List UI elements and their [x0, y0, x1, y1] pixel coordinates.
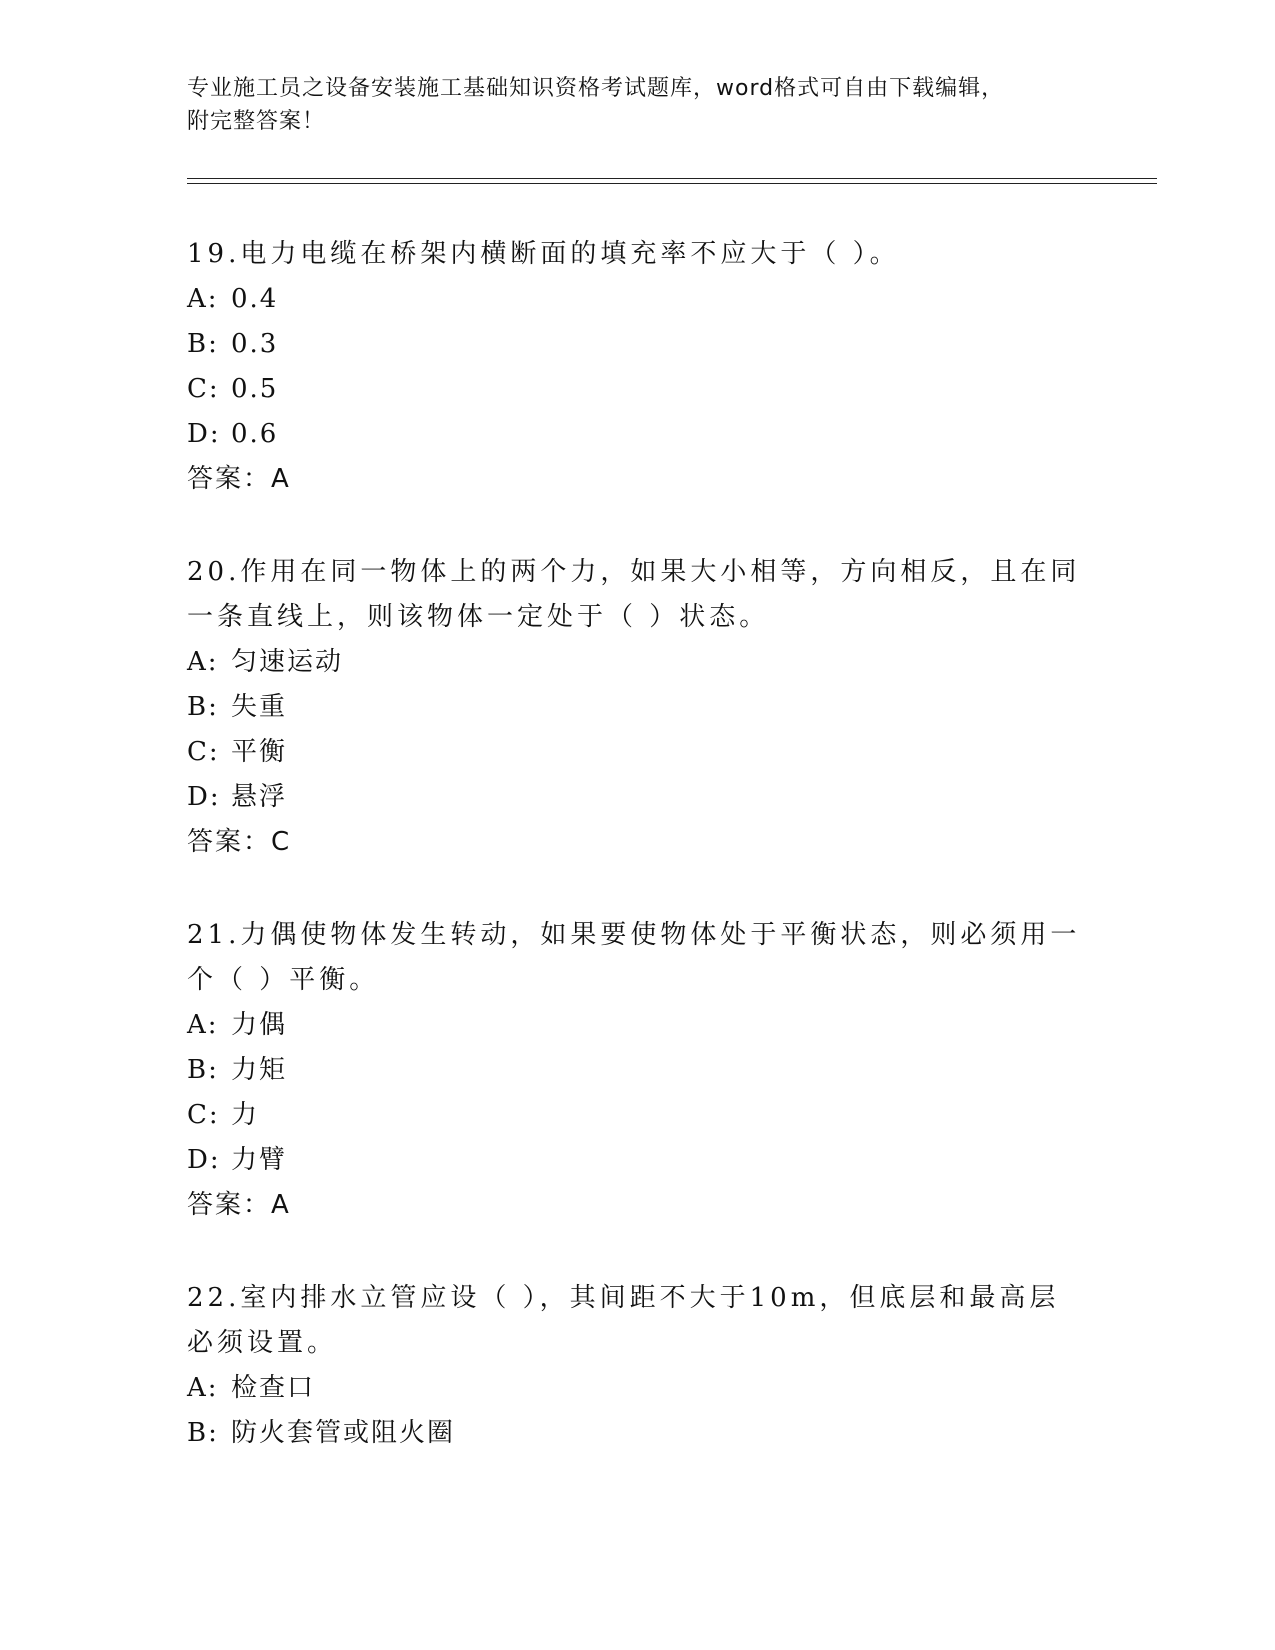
option-c	[187, 367, 1087, 412]
question-text: 20.作用在同一物体上的两个力，如果大小相等，方向相反，且在同一条直线上，则该物体一定处于（ ）状态。	[187, 557, 1081, 632]
option-key: C:	[187, 374, 220, 404]
option-value: 失重	[231, 692, 288, 722]
option-key: B:	[187, 1055, 219, 1085]
answer-text: 答案：A	[187, 464, 291, 494]
option-key: B:	[187, 692, 219, 722]
option-a	[187, 277, 1087, 322]
option-b	[187, 1048, 1087, 1093]
question-text: 21.力偶使物体发生转动，如果要使物体处于平衡状态，则必须用一个（ ）平衡。	[187, 920, 1081, 995]
option-value: 力矩	[231, 1055, 288, 1085]
header-line-2: 附完整答案！	[187, 109, 326, 134]
answer-text: 答案：A	[187, 1190, 291, 1220]
option-value: 检查口	[231, 1373, 316, 1403]
option-b	[187, 322, 1087, 367]
question-text: 19.电力电缆在桥架内横断面的填充率不应大于（ ）。	[187, 239, 900, 269]
question-21	[187, 913, 1087, 1228]
option-value: 力偶	[231, 1010, 288, 1040]
option-value: 悬浮	[231, 782, 288, 812]
option-value: 0.6	[231, 419, 279, 449]
header-divider-bottom	[187, 183, 1157, 184]
option-key: A:	[187, 1373, 219, 1403]
option-value: 0.4	[231, 284, 279, 314]
option-a	[187, 1366, 1087, 1411]
option-value: 力	[231, 1100, 260, 1130]
question-20	[187, 550, 1087, 865]
option-c	[187, 730, 1087, 775]
option-value: 0.3	[231, 329, 279, 359]
answer-text: 答案：C	[187, 827, 292, 857]
option-d	[187, 775, 1087, 820]
option-a	[187, 1003, 1087, 1048]
header-divider-top	[187, 178, 1157, 179]
option-value: 防火套管或阻火圈	[231, 1418, 456, 1448]
option-value: 匀速运动	[231, 647, 344, 677]
question-22	[187, 1276, 1087, 1456]
question-19	[187, 232, 1087, 502]
option-a	[187, 640, 1087, 685]
option-key: A:	[187, 647, 219, 677]
option-value: 0.5	[231, 374, 279, 404]
document-header	[187, 72, 1087, 138]
question-list	[187, 232, 1087, 1504]
header-line-1: 专业施工员之设备安装施工基础知识资格考试题库，word格式可自由下载编辑，	[187, 76, 1005, 101]
option-key: D:	[187, 419, 221, 449]
option-key: C:	[187, 1100, 220, 1130]
option-d	[187, 412, 1087, 457]
option-value: 平衡	[231, 737, 288, 767]
option-value: 力臂	[231, 1145, 288, 1175]
question-text: 22.室内排水立管应设（ ），其间距不大于10m，但底层和最高层必须设置。	[187, 1283, 1060, 1358]
option-b	[187, 1411, 1087, 1456]
option-b	[187, 685, 1087, 730]
option-key: A:	[187, 284, 219, 314]
option-key: D:	[187, 1145, 221, 1175]
option-c	[187, 1093, 1087, 1138]
option-key: D:	[187, 782, 221, 812]
option-key: C:	[187, 737, 220, 767]
option-key: A:	[187, 1010, 219, 1040]
option-key: B:	[187, 1418, 219, 1448]
option-d	[187, 1138, 1087, 1183]
option-key: B:	[187, 329, 219, 359]
